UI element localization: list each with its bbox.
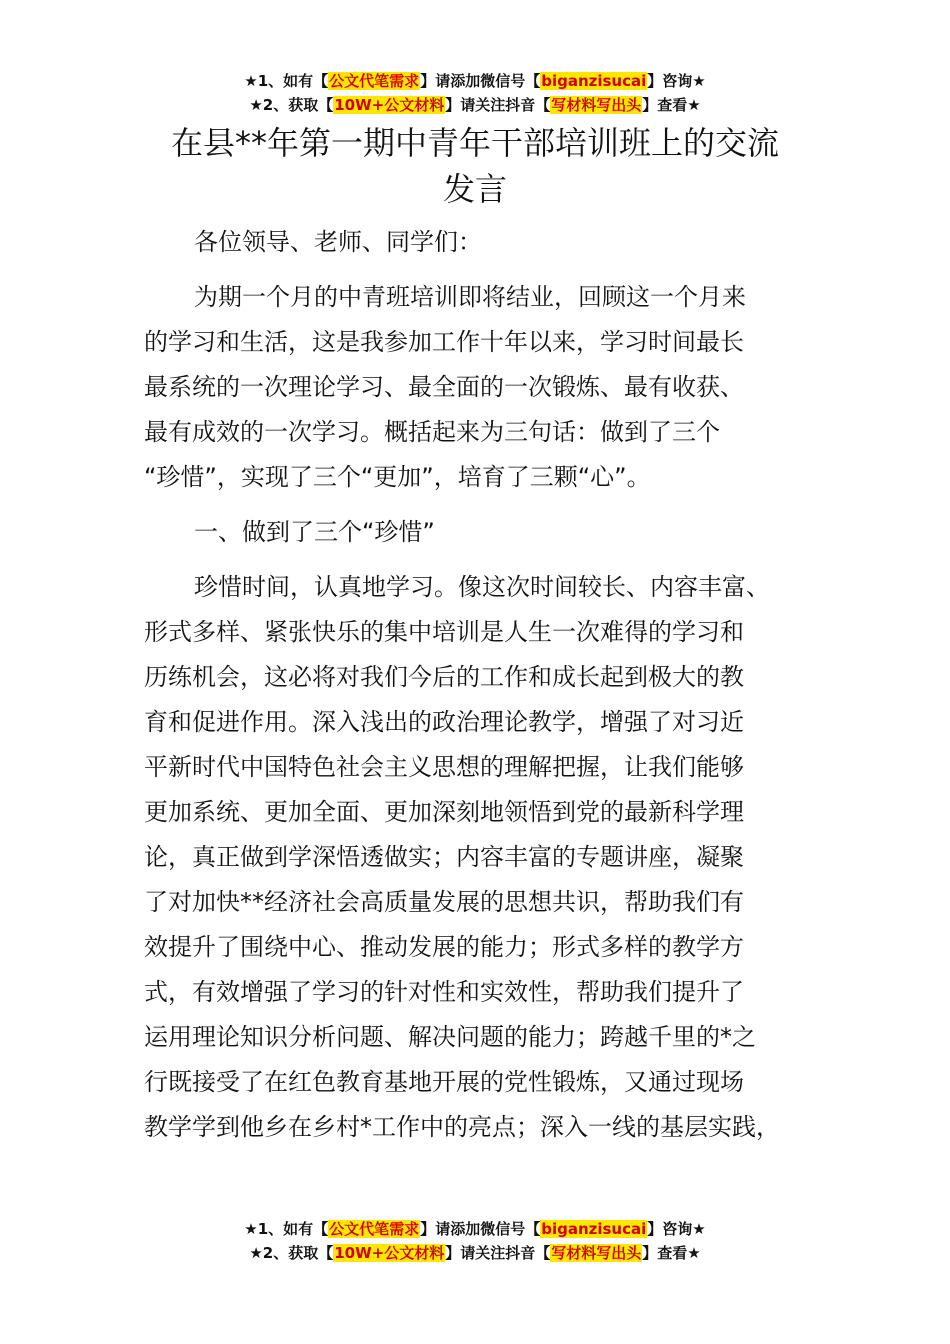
text-line: 珍惜时间，认真地学习。像这次时间较长、内容丰富、 (194, 573, 770, 601)
text-line: 形式多样、紧张快乐的集中培训是人生一次难得的学习和 (144, 618, 744, 646)
title-line: 发言 (442, 170, 507, 208)
promo-highlight: 公文代笔需求 (329, 1220, 420, 1238)
text-line: 运用理论知识分析问题、解决问题的能力；跨越千里的*之 (144, 1023, 756, 1051)
text-line: 更加系统、更加全面、更加深刻地领悟到党的最新科学理 (144, 798, 744, 826)
text-line: 了对加快**经济社会高质量发展的思想共识，帮助我们有 (144, 888, 744, 916)
text-line: 历练机会，这必将对我们今后的工作和成长起到极大的教 (144, 663, 744, 691)
text-line: 效提升了围绕中心、推动发展的能力；形式多样的教学方 (144, 933, 744, 961)
document-body (144, 220, 844, 1160)
paragraph-cherish-time (144, 565, 844, 1150)
promo-line-2: ★2、获取【10W+公文材料】请关注抖音【写材料写出头】查看★ (249, 96, 701, 114)
douyin-id-highlight: 写材料写出头 (551, 1244, 642, 1262)
text-line: “珍惜”，实现了三个“更加”，培育了三颗“心”。 (144, 463, 651, 491)
promo-line-2: ★2、获取【10W+公文材料】请关注抖音【写材料写出头】查看★ (249, 1244, 701, 1262)
title-line: 在县**年第一期中青年干部培训班上的交流 (170, 124, 779, 162)
bottom-promo-banner (0, 1217, 950, 1265)
douyin-id-highlight: 写材料写出头 (551, 96, 642, 114)
text-line: 教学学到他乡在乡村*工作中的亮点；深入一线的基层实践， (144, 1113, 780, 1141)
promo-line-1: ★1、如有【公文代笔需求】请添加微信号【biganzisucai】咨询★ (244, 72, 706, 90)
text-line: 行既接受了在红色教育基地开展的党性锻炼，又通过现场 (144, 1068, 744, 1096)
promo-line-1: ★1、如有【公文代笔需求】请添加微信号【biganzisucai】咨询★ (244, 1220, 706, 1238)
text-line: 平新时代中国特色社会主义思想的理解把握，让我们能够 (144, 753, 744, 781)
wechat-id-highlight: biganzisucai (541, 72, 647, 90)
promo-highlight: 10W+公文材料 (334, 1244, 445, 1262)
text-line: 为期一个月的中青班培训即将结业，回顾这一个月来 (194, 283, 746, 311)
paragraph-intro (144, 275, 844, 500)
text-line: 的学习和生活，这是我参加工作十年以来，学习时间最长 (144, 328, 744, 356)
text-line: 论，真正做到学深悟透做实；内容丰富的专题讲座，凝聚 (144, 843, 744, 871)
text-line: 育和促进作用。深入浅出的政治理论教学，增强了对习近 (144, 708, 744, 736)
section-heading: 一、做到了三个“珍惜” (194, 518, 435, 546)
top-promo-banner (0, 69, 950, 117)
wechat-id-highlight: biganzisucai (541, 1220, 647, 1238)
document-title (120, 120, 830, 212)
promo-highlight: 公文代笔需求 (329, 72, 420, 90)
text-line: 最系统的一次理论学习、最全面的一次锻炼、最有收获、 (144, 373, 744, 401)
salutation: 各位领导、老师、同学们： (194, 228, 482, 256)
text-line: 式，有效增强了学习的针对性和实效性，帮助我们提升了 (144, 978, 744, 1006)
promo-highlight: 10W+公文材料 (334, 96, 445, 114)
text-line: 最有成效的一次学习。概括起来为三句话：做到了三个 (144, 418, 720, 446)
